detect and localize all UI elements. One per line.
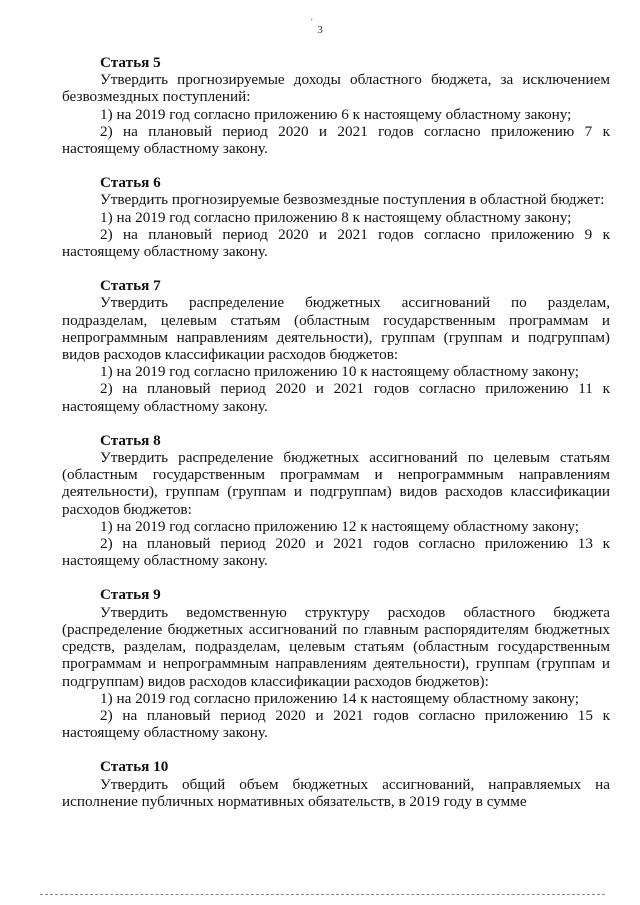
article-heading: Статья 5 — [100, 54, 161, 71]
article-10 — [62, 758, 610, 810]
article-6 — [62, 174, 610, 260]
article-9 — [62, 586, 610, 741]
article-paragraph: Утвердить общий объем бюджетных ассигнований, направляемых на исполнение публичных нормативных обязательств, в 2019 году в сумме — [62, 775, 610, 810]
article-paragraph: Утвердить распределение бюджетных ассигнований по разделам, подразделам, целевым статьям (областным государственным программам и непрограммным направлениям деятельности), группам (группам и подгруппам) видов расходов классификации расходов бюджетов: — [62, 294, 610, 364]
article-paragraph: 1) на 2019 год согласно приложению 6 к настоящему областному закону; — [100, 105, 572, 123]
article-paragraph: 2) на плановый период 2020 и 2021 годов согласно приложению 15 к настоящему областному закону. — [62, 706, 610, 742]
article-paragraph: 1) на 2019 год согласно приложению 10 к настоящему областному закону; — [100, 363, 579, 381]
article-7 — [62, 277, 610, 415]
article-paragraph: Утвердить прогнозируемые доходы областного бюджета, за исключением безвозмездных поступлений: — [62, 71, 610, 106]
document-body — [62, 54, 610, 827]
article-paragraph: 1) на 2019 год согласно приложению 14 к настоящему областному закону; — [100, 689, 579, 707]
article-paragraph: Утвердить распределение бюджетных ассигнований по целевым статьям (областным государственным программам и непрограммным направлениям деятельности), группам (группам и подгруппам) видов расходов классификации расходов бюджетов: — [62, 449, 610, 518]
article-8 — [62, 432, 610, 570]
scan-mark: ' — [311, 17, 313, 27]
article-heading: Статья 9 — [100, 586, 161, 604]
page-number: 3 — [317, 24, 323, 36]
article-paragraph: 2) на плановый период 2020 и 2021 годов согласно приложению 11 к настоящему областному закону. — [62, 380, 610, 415]
article-paragraph: 2) на плановый период 2020 и 2021 годов согласно приложению 9 к настоящему областному закону. — [62, 225, 610, 261]
article-5 — [62, 54, 610, 157]
page-edge-rule — [40, 894, 605, 895]
article-paragraph: 2) на плановый период 2020 и 2021 годов согласно приложению 7 к настоящему областному закону. — [62, 122, 610, 158]
article-paragraph: 1) на 2019 год согласно приложению 8 к настоящему областному закону; — [100, 208, 572, 226]
article-heading: Статья 8 — [100, 431, 161, 449]
article-paragraph: 2) на плановый период 2020 и 2021 годов согласно приложению 13 к настоящему областному закону. — [62, 535, 610, 570]
article-heading: Статья 6 — [100, 174, 161, 192]
article-heading: Статья 10 — [100, 758, 169, 776]
article-paragraph: 1) на 2019 год согласно приложению 12 к настоящему областному закону; — [100, 517, 579, 535]
article-paragraph: Утвердить прогнозируемые безвозмездные поступления в областной бюджет: — [100, 191, 605, 209]
article-paragraph: Утвердить ведомственную структуру расходов областного бюджета (распределение бюджетных ассигнований по главным распорядителям бюджетных средств, разделам, подразделам, целевым статьям (областным государственным программам и непрограммным направлениям деятельности), группам (группам и подгруппам) видов расходов классификации расходов бюджетов): — [62, 603, 610, 690]
article-heading: Статья 7 — [100, 277, 161, 295]
